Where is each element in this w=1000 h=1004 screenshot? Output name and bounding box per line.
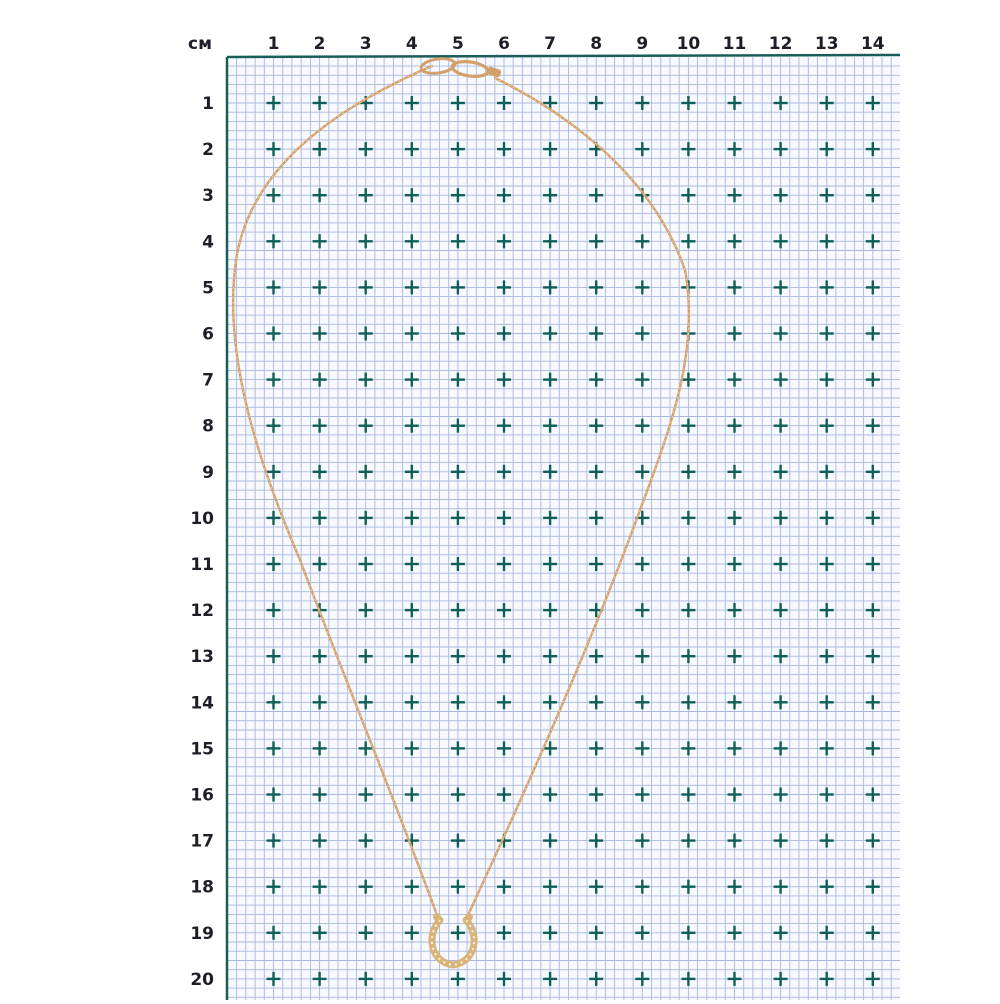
grid-border-top: [227, 55, 900, 57]
ruler-y-label: 13: [190, 647, 214, 668]
ruler-x-label: 10: [676, 34, 701, 54]
ruler-x-label: 14: [860, 34, 885, 54]
ruler-x-label: 12: [768, 34, 793, 54]
ruler-x-label: 8: [590, 34, 603, 54]
ruler-x-label: 1: [267, 34, 280, 54]
ruler-x-label: 5: [451, 34, 464, 54]
unit-label: см: [188, 34, 212, 54]
pendant-loop-right: [465, 913, 473, 921]
ruler-y-label: 1: [202, 94, 214, 114]
left-ruler-labels: [190, 94, 214, 990]
ruler-y-label: 16: [190, 785, 214, 806]
ruler-x-label: 4: [405, 34, 418, 54]
ruler-y-label: 4: [202, 232, 214, 253]
ruler-y-label: 8: [202, 416, 214, 437]
ruler-x-label: 9: [636, 34, 649, 54]
ruler-y-label: 17: [190, 831, 214, 852]
ruler-x-label: 6: [498, 34, 510, 54]
ruler-x-label: 7: [544, 34, 557, 54]
top-ruler-labels: [188, 34, 885, 54]
ruler-y-label: 2: [202, 140, 214, 161]
pendant-loop-left: [433, 913, 441, 921]
ruler-y-label: 20: [190, 969, 214, 990]
ruler-y-label: 7: [202, 370, 214, 391]
ruler-y-label: 15: [190, 739, 214, 760]
ruler-y-label: 18: [190, 877, 214, 898]
grid-paper: [227, 55, 900, 1000]
ruler-y-label: 19: [190, 923, 214, 944]
ruler-y-label: 10: [190, 508, 214, 529]
ruler-y-label: 9: [202, 462, 214, 483]
ruler-x-label: 13: [814, 34, 839, 54]
ruler-y-label: 12: [190, 601, 214, 622]
ruler-y-label: 14: [190, 693, 214, 714]
ruler-y-label: 11: [190, 555, 214, 575]
ruler-x-label: 11: [722, 34, 747, 54]
ruler-y-label: 3: [202, 186, 214, 207]
ruler-y-label: 6: [202, 324, 214, 345]
ruler-x-label: 3: [359, 34, 372, 54]
ruler-y-label: 5: [202, 278, 214, 299]
ruler-x-label: 2: [313, 34, 326, 54]
